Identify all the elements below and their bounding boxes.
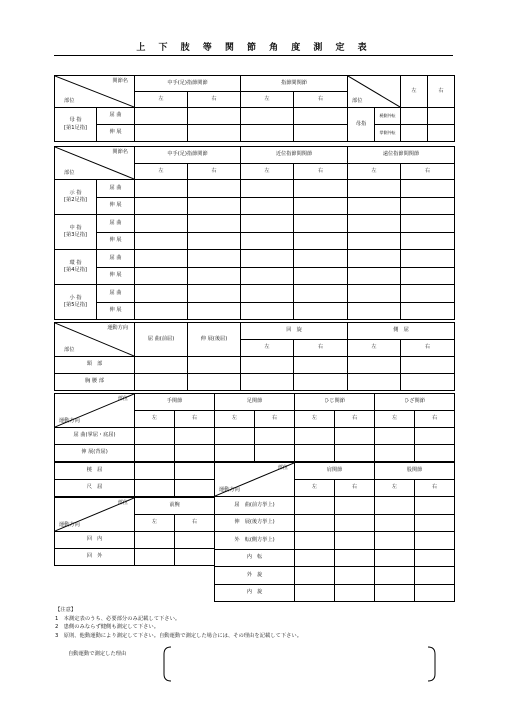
measure-cell[interactable] xyxy=(348,250,401,268)
shoulder-table xyxy=(214,462,455,602)
measure-cell[interactable] xyxy=(188,232,241,250)
header-left: 左 xyxy=(135,515,175,532)
measure-cell[interactable] xyxy=(415,514,455,532)
radial-abduction-label: 橈側外転 xyxy=(375,108,401,125)
measure-cell[interactable] xyxy=(415,567,455,585)
elbow-joint-header: ひじ関節 xyxy=(295,394,375,411)
measure-cell[interactable] xyxy=(375,549,415,567)
measure-cell[interactable] xyxy=(415,445,455,462)
measure-cell[interactable] xyxy=(415,532,455,550)
measure-cell[interactable] xyxy=(415,584,455,602)
header-right: 右 xyxy=(255,411,295,428)
measure-cell[interactable] xyxy=(294,250,348,268)
header-left: 左 xyxy=(401,76,428,108)
measure-cell[interactable] xyxy=(401,357,455,374)
measure-cell[interactable] xyxy=(188,197,241,215)
measure-cell[interactable] xyxy=(294,197,348,215)
extend-label: 伸 展 xyxy=(97,267,135,285)
measure-cell[interactable] xyxy=(348,215,401,233)
measure-cell[interactable] xyxy=(415,549,455,567)
shoulder-row-flexion: 屈 曲(前方挙上) xyxy=(215,497,295,515)
measure-cell[interactable] xyxy=(135,197,188,215)
measure-cell[interactable] xyxy=(255,428,295,445)
motion-direction-label: 運動方向 xyxy=(107,325,128,331)
finger-name: 中 指 [第3足指] xyxy=(55,215,97,250)
fingers-dip-header: 遠位指節間関節 xyxy=(348,147,455,164)
measure-cell[interactable] xyxy=(241,108,294,125)
wrist-row-radial: 橈 屈 xyxy=(55,463,135,480)
measure-cell[interactable] xyxy=(401,267,455,285)
measure-cell[interactable] xyxy=(135,480,175,497)
measure-cell[interactable] xyxy=(335,428,375,445)
shoulder-row-extension: 伸 展(後方挙上) xyxy=(215,514,295,532)
measure-cell[interactable] xyxy=(401,108,428,125)
thumb-table xyxy=(54,75,455,142)
measure-cell[interactable] xyxy=(294,302,348,320)
header-right: 右 xyxy=(294,340,348,357)
measure-cell[interactable] xyxy=(348,197,401,215)
measure-cell[interactable] xyxy=(294,125,348,142)
header-right: 右 xyxy=(294,164,348,180)
thumb-mcp-header: 中手(足)指節関節 xyxy=(135,76,241,92)
measure-cell[interactable] xyxy=(415,497,455,515)
measure-cell[interactable] xyxy=(175,480,215,497)
measure-cell[interactable] xyxy=(401,232,455,250)
measure-cell[interactable] xyxy=(295,567,335,585)
header-right: 右 xyxy=(175,515,215,532)
extend-label: 伸 展 xyxy=(97,232,135,250)
measure-cell[interactable] xyxy=(175,463,215,480)
reason-input-area[interactable] xyxy=(163,646,436,682)
thumb-header-diagonal xyxy=(55,76,135,108)
measure-cell[interactable] xyxy=(188,180,241,198)
measure-cell[interactable] xyxy=(335,514,375,532)
wrist-row-flexion: 屈 曲(掌屈・底屈) xyxy=(55,428,135,445)
measure-cell[interactable] xyxy=(135,463,175,480)
note-item: 3 原則、他動運動により測定して下さい。自動運動で測定した場合には、その理由を記載して下さい。 xyxy=(55,632,303,639)
header-left: 左 xyxy=(295,480,335,497)
measure-cell[interactable] xyxy=(188,267,241,285)
shoulder-row-abduction: 外 転(側方挙上) xyxy=(215,532,295,550)
part-label: 部位 xyxy=(352,97,363,104)
measure-cell[interactable] xyxy=(135,108,188,125)
fingers-mcp-header: 中手(足)指節関節 xyxy=(135,147,241,164)
bend-label: 屈 曲 xyxy=(97,108,135,125)
measure-cell[interactable] xyxy=(188,108,241,125)
fingers-header-diagonal xyxy=(55,147,135,180)
forearm-row-pronation: 回 内 xyxy=(55,532,135,549)
bend-label: 屈 曲 xyxy=(97,250,135,268)
shoulder-row-internal-rotation: 内 旋 xyxy=(215,584,295,602)
measure-cell[interactable] xyxy=(175,428,215,445)
measure-cell[interactable] xyxy=(188,357,241,374)
header-left: 左 xyxy=(348,340,401,357)
wrist-table xyxy=(54,393,455,462)
measure-cell[interactable] xyxy=(401,374,455,391)
note-item: 2 患側のみならず健側も測定して下さい。 xyxy=(55,624,160,630)
header-left: 左 xyxy=(135,164,188,180)
header-left: 左 xyxy=(135,92,188,108)
header-right: 右 xyxy=(415,480,455,497)
measure-cell[interactable] xyxy=(295,497,335,515)
measure-cell[interactable] xyxy=(428,125,455,142)
measure-cell[interactable] xyxy=(241,197,294,215)
measure-cell[interactable] xyxy=(401,180,455,198)
wrist-row-extension: 伸 展(背屈) xyxy=(55,445,135,462)
part-label: 部位 xyxy=(64,169,75,176)
header-left: 左 xyxy=(135,411,175,428)
spine-header-diagonal xyxy=(55,323,135,357)
hand-joint-header: 手関節 xyxy=(135,394,215,411)
wrist-header-diagonal xyxy=(55,394,135,428)
spine-row-neck: 頸 部 xyxy=(55,357,135,374)
bend-label: 屈 曲 xyxy=(97,180,135,198)
shoulder-header-diagonal xyxy=(215,463,295,497)
header-right: 右 xyxy=(335,411,375,428)
header-left: 左 xyxy=(215,411,255,428)
header-right: 右 xyxy=(428,76,455,108)
thumb-short-label: 母指 xyxy=(348,108,375,142)
form-title: 上 下 肢 等 関 節 角 度 測 定 表 xyxy=(136,43,372,53)
measure-cell[interactable] xyxy=(241,215,294,233)
measure-cell[interactable] xyxy=(375,584,415,602)
forearm-header: 前腕 xyxy=(135,498,215,515)
measure-cell[interactable] xyxy=(335,584,375,602)
measure-cell[interactable] xyxy=(135,302,188,320)
thumb-abduction-diagonal xyxy=(348,76,401,108)
wrist-row-ulnar: 尺 屈 xyxy=(55,480,135,497)
part-label: 部位 xyxy=(117,500,128,506)
thumb-name: 母 指 [第1足指] xyxy=(55,108,97,142)
measure-cell[interactable] xyxy=(335,549,375,567)
measure-cell[interactable] xyxy=(348,374,401,391)
extend-label: 伸 展 xyxy=(97,197,135,215)
notes-heading: 【注意】 xyxy=(55,607,77,613)
measure-cell[interactable] xyxy=(294,108,348,125)
measure-cell[interactable] xyxy=(241,180,294,198)
measure-cell[interactable] xyxy=(241,357,294,374)
measure-cell[interactable] xyxy=(241,374,294,391)
measure-cell[interactable] xyxy=(255,445,295,462)
measure-cell[interactable] xyxy=(241,250,294,268)
measure-cell[interactable] xyxy=(295,428,335,445)
measure-cell[interactable] xyxy=(294,374,348,391)
header-right: 右 xyxy=(401,164,455,180)
measure-cell[interactable] xyxy=(401,285,455,303)
measure-cell[interactable] xyxy=(188,125,241,142)
foot-joint-header: 足関節 xyxy=(215,394,295,411)
measure-cell[interactable] xyxy=(135,549,175,566)
extend-label: 伸 展 xyxy=(97,125,135,142)
measure-cell[interactable] xyxy=(188,374,241,391)
measure-cell[interactable] xyxy=(135,374,188,391)
finger-name: 小 指 [第5足指] xyxy=(55,285,97,320)
measure-cell[interactable] xyxy=(294,357,348,374)
part-label: 部位 xyxy=(64,97,75,104)
measure-cell[interactable] xyxy=(335,567,375,585)
measure-cell[interactable] xyxy=(135,125,188,142)
measure-cell[interactable] xyxy=(375,428,415,445)
measure-cell[interactable] xyxy=(375,497,415,515)
note-item: 1 本測定表のうち、必要部分のみ記載して下さい。 xyxy=(55,615,181,622)
knee-joint-header: ひざ関節 xyxy=(375,394,455,411)
spine-rotation-header: 回 旋 xyxy=(241,323,348,340)
header-right: 右 xyxy=(415,411,455,428)
measure-cell[interactable] xyxy=(241,285,294,303)
measure-cell[interactable] xyxy=(335,497,375,515)
extend-label: 伸 展 xyxy=(97,302,135,320)
measure-cell[interactable] xyxy=(135,445,175,462)
forearm-header-diagonal xyxy=(55,498,135,532)
fingers-table xyxy=(54,146,455,320)
forearm-table xyxy=(54,497,215,566)
measure-cell[interactable] xyxy=(241,267,294,285)
measure-cell[interactable] xyxy=(348,357,401,374)
measure-cell[interactable] xyxy=(188,215,241,233)
measure-cell[interactable] xyxy=(215,428,255,445)
measure-cell[interactable] xyxy=(375,514,415,532)
measure-cell[interactable] xyxy=(135,215,188,233)
spine-lateral-header: 側 屈 xyxy=(348,323,455,340)
measure-cell[interactable] xyxy=(295,532,335,550)
measure-cell[interactable] xyxy=(348,180,401,198)
measure-cell[interactable] xyxy=(375,445,415,462)
measure-cell[interactable] xyxy=(348,267,401,285)
measure-cell[interactable] xyxy=(241,302,294,320)
measure-cell[interactable] xyxy=(335,532,375,550)
measure-cell[interactable] xyxy=(215,445,255,462)
header-left: 左 xyxy=(375,480,415,497)
header-right: 右 xyxy=(188,164,241,180)
measure-cell[interactable] xyxy=(401,302,455,320)
header-right: 右 xyxy=(294,92,348,108)
measure-cell[interactable] xyxy=(401,215,455,233)
motion-direction-label: 運動方向 xyxy=(59,521,80,528)
measure-cell[interactable] xyxy=(294,285,348,303)
measure-cell[interactable] xyxy=(335,445,375,462)
part-label: 部位 xyxy=(117,396,128,402)
header-left: 左 xyxy=(375,411,415,428)
measure-cell[interactable] xyxy=(348,302,401,320)
motion-direction-label: 運動方向 xyxy=(219,486,240,493)
measure-cell[interactable] xyxy=(375,532,415,550)
measure-cell[interactable] xyxy=(135,428,175,445)
measure-cell[interactable] xyxy=(375,567,415,585)
measure-cell[interactable] xyxy=(135,180,188,198)
spine-row-thoracolumbar: 胸 腰 部 xyxy=(55,374,135,391)
measure-cell[interactable] xyxy=(188,302,241,320)
measure-cell[interactable] xyxy=(175,532,215,549)
measure-cell[interactable] xyxy=(175,445,215,462)
measure-cell[interactable] xyxy=(188,285,241,303)
header-right: 右 xyxy=(335,480,375,497)
spine-table xyxy=(54,322,455,391)
shoulder-row-external-rotation: 外 旋 xyxy=(215,567,295,585)
header-right: 右 xyxy=(188,92,241,108)
measure-cell[interactable] xyxy=(295,514,335,532)
palmar-abduction-label: 掌側外転 xyxy=(375,125,401,142)
header-left: 左 xyxy=(241,92,294,108)
measure-cell[interactable] xyxy=(295,549,335,567)
measure-cell[interactable] xyxy=(428,108,455,125)
measure-cell[interactable] xyxy=(135,357,188,374)
hip-joint-header: 股関節 xyxy=(375,463,455,480)
thumb-ip-header: 指節間関節 xyxy=(241,76,348,92)
header-right: 右 xyxy=(175,411,215,428)
reason-label: 自動運動で測定した理由 xyxy=(68,651,127,657)
measure-cell[interactable] xyxy=(295,584,335,602)
joint-name-label: 関節名 xyxy=(112,149,128,155)
spine-flexion-header: 屈 曲(前屈) xyxy=(135,323,188,357)
shoulder-joint-header: 肩関節 xyxy=(295,463,375,480)
measure-cell[interactable] xyxy=(294,267,348,285)
measure-cell[interactable] xyxy=(135,532,175,549)
measure-cell[interactable] xyxy=(348,285,401,303)
motion-direction-label: 運動方向 xyxy=(59,417,80,424)
fingers-pip-header: 近位指節間関節 xyxy=(241,147,348,164)
measure-cell[interactable] xyxy=(241,232,294,250)
shoulder-row-adduction: 内 転 xyxy=(215,549,295,567)
title-rule xyxy=(54,55,453,56)
measure-cell[interactable] xyxy=(348,232,401,250)
part-label: 部位 xyxy=(64,346,75,353)
notes xyxy=(55,606,302,640)
measure-cell[interactable] xyxy=(294,180,348,198)
measure-cell[interactable] xyxy=(135,285,188,303)
measure-cell[interactable] xyxy=(415,428,455,445)
measure-cell[interactable] xyxy=(401,250,455,268)
measure-cell[interactable] xyxy=(135,232,188,250)
spine-extension-header: 伸 展(後屈) xyxy=(188,323,241,357)
measure-cell[interactable] xyxy=(294,215,348,233)
header-left: 左 xyxy=(295,411,335,428)
measure-cell[interactable] xyxy=(294,232,348,250)
finger-name: 示 指 [第2足指] xyxy=(55,180,97,215)
deviation-table xyxy=(54,462,215,497)
measure-cell[interactable] xyxy=(188,250,241,268)
finger-name: 環 指 [第4足指] xyxy=(55,250,97,285)
measure-cell[interactable] xyxy=(241,125,294,142)
measure-cell[interactable] xyxy=(401,125,428,142)
header-left: 左 xyxy=(348,164,401,180)
joint-name-label: 関節名 xyxy=(112,78,128,84)
measure-cell[interactable] xyxy=(295,445,335,462)
bend-label: 屈 曲 xyxy=(97,285,135,303)
bend-label: 屈 曲 xyxy=(97,215,135,233)
header-right: 右 xyxy=(401,340,455,357)
header-left: 左 xyxy=(241,340,294,357)
part-label: 部位 xyxy=(277,465,288,471)
measure-cell[interactable] xyxy=(135,267,188,285)
measure-cell[interactable] xyxy=(175,549,215,566)
measure-cell[interactable] xyxy=(401,197,455,215)
header-left: 左 xyxy=(241,164,294,180)
forearm-row-supination: 回 外 xyxy=(55,549,135,566)
measure-cell[interactable] xyxy=(135,250,188,268)
